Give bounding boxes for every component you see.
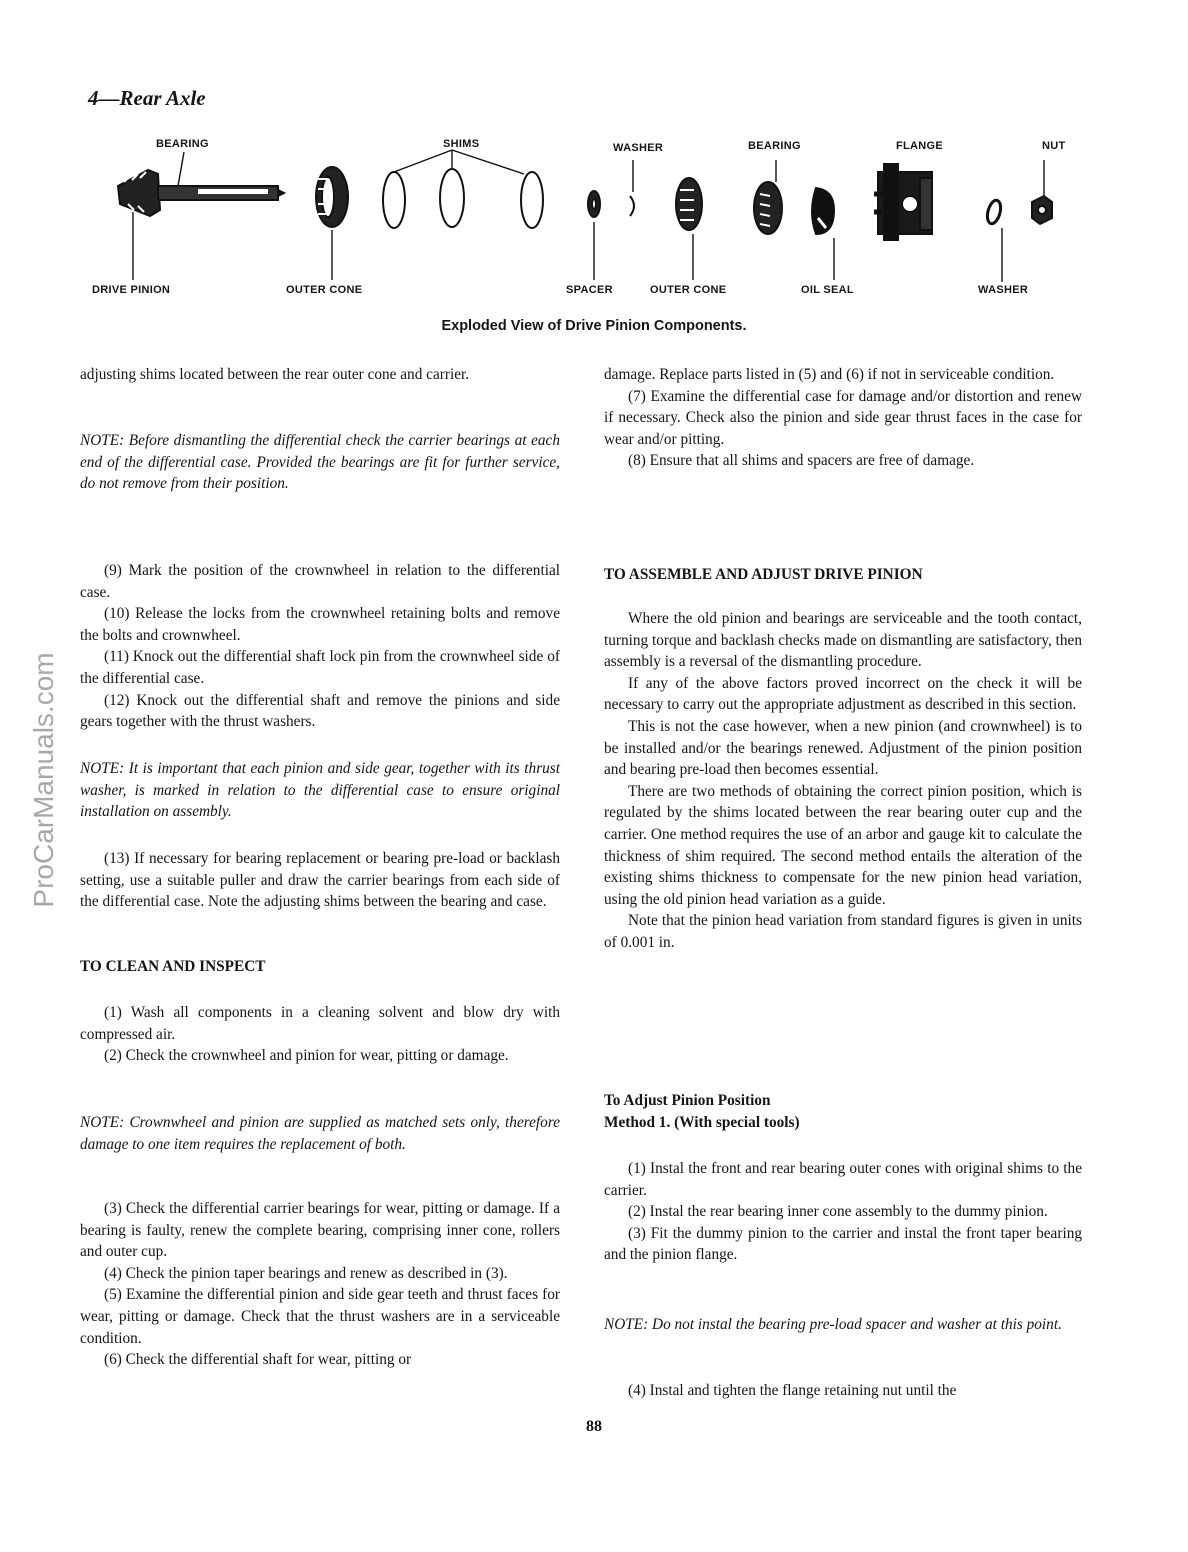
washer-2-part (985, 199, 1003, 225)
label-shims: SHIMS (443, 138, 480, 150)
flange-part (874, 164, 932, 240)
step-13-block (80, 848, 560, 913)
exploded-view-figure (88, 134, 1078, 304)
clean-step-8: (8) Ensure that all shims and spacers are free of damage. (628, 452, 975, 470)
assemble-para-5: Note that the pinion head variation from standard figures is given in units of 0.001 in. (604, 912, 1082, 951)
step-12: (12) Knock out the differential shaft and remove the pinions and side gears together with the thrust washers. (80, 691, 560, 731)
label-outer-cone-1: OUTER CONE (286, 284, 363, 296)
spacer-part (588, 191, 600, 217)
method-step-4: (4) Instal and tighten the flange retaining nut until the (628, 1382, 957, 1399)
heading-assemble: TO ASSEMBLE AND ADJUST DRIVE PINION (604, 566, 923, 583)
method-step-4-block (604, 1380, 1082, 1402)
clean-step-6: (6) Check the differential shaft for wear, pitting or (104, 1351, 412, 1369)
right-column-top (604, 364, 1082, 472)
label-outer-cone-2: OUTER CONE (650, 284, 727, 296)
assemble-para-1: Where the old pinion and bearings are serviceable and the tooth contact, turning torque and backlash checks made on dismantling are satisfactory, then assembly is a reversal of the dismantling procedure. (604, 610, 1082, 671)
nut-part (1032, 196, 1052, 224)
figure-caption: Exploded View of Drive Pinion Components. (441, 318, 747, 334)
clean-steps-a (80, 1002, 560, 1067)
watermark (8, 640, 80, 920)
subheading-pinion-position: To Adjust Pinion Position (604, 1092, 771, 1109)
step-13: (13) If necessary for bearing replacement or bearing pre-load or backlash setting, use a suitable puller and draw the carrier bearings from each side of the differential case. Note the adjusting shims between the bearing and case. (80, 850, 560, 911)
assemble-para-2: If any of the above factors proved incorrect on the check it will be necessary to carry out the appropriate adjustment as described in this section. (604, 674, 1082, 714)
method-step-3: (3) Fit the dummy pinion to the carrier and instal the front taper bearing and the pinion flange. (604, 1224, 1082, 1264)
page-header: 4—Rear Axle (88, 86, 206, 110)
method-step-1: (1) Instal the front and rear bearing outer cones with original shims to the carrier. (604, 1160, 1082, 1199)
note-carrier-bearings: NOTE: Before dismantling the differential check the carrier bearings at each end of the differential case. Provided the bearings are fit for further service, do not remove from their position. (80, 432, 560, 493)
subheading-block (604, 1090, 1082, 1133)
outer-cone-2-part (676, 178, 702, 230)
step-11: (11) Knock out the differential shaft lock pin from the crownwheel side of the differential case. (80, 648, 560, 687)
step-10: (10) Release the locks from the crownwheel retaining bolts and remove the bolts and crownwheel. (80, 605, 560, 644)
assemble-text (604, 608, 1082, 954)
drive-pinion-part (118, 170, 284, 216)
label-flange: FLANGE (896, 140, 944, 152)
clean-step-2: (2) Check the crownwheel and pinion for wear, pitting or damage. (104, 1047, 509, 1065)
shim-2-part (440, 169, 464, 227)
assemble-para-3: This is not the case however, when a new pinion (and crownwheel) is to be installed and/or the bearings renewed. Adjustment of the pinion position and bearing pre-load then becomes essential. (604, 717, 1082, 779)
assemble-para-4: There are two methods of obtaining the correct pinion position, which is regulated by the shims located between the rear bearing outer cup and the carrier. One method requires the use of an arbor and gauge kit to calculate the thickness of shim required. The second method entails the alteration of the existing shims thickness to compensate for the new pinion head variation, using the old pinion head variation as a guide. (604, 782, 1082, 908)
clean-step-7: (7) Examine the differential case for damage and/or distortion and renew if necessary. Check also the pinion and side gear thrust faces in the case for wear and/or pitting. (604, 387, 1082, 448)
heading-clean-inspect: TO CLEAN AND INSPECT (80, 958, 266, 975)
label-oil-seal: OIL SEAL (801, 284, 854, 296)
oil-seal-part (812, 188, 834, 234)
clean-step-4: (4) Check the pinion taper bearings and renew as described in (3). (104, 1264, 508, 1282)
label-nut: NUT (1042, 140, 1066, 152)
clean-step-5: (5) Examine the differential pinion and side gear teeth and thrust faces for wear, pitting or damage. Check that the thrust washers are in a serviceable condition. (80, 1286, 560, 1347)
method-steps (604, 1158, 1082, 1266)
leader-bearing-1 (178, 152, 184, 186)
note-matched-sets: NOTE: Crownwheel and pinion are supplied as matched sets only, therefore damage to one item requires the replacement of both. (80, 1114, 560, 1153)
paragraph: damage. Replace parts listed in (5) and (6) if not in serviceable condition. (604, 366, 1055, 383)
clean-step-3: (3) Check the differential carrier bearings for wear, pitting or damage. If a bearing is faulty, renew the complete bearing, comprising inner cone, rollers and outer cup. (80, 1200, 560, 1261)
subheading-method-1: Method 1. (With special tools) (604, 1113, 800, 1131)
label-spacer: SPACER (566, 284, 613, 296)
outer-cone-1-part (316, 167, 348, 227)
paragraph: adjusting shims located between the rear outer cone and carrier. (80, 366, 470, 383)
note-marking: NOTE: It is important that each pinion and side gear, together with its thrust washer, is marked in relation to the differential case to ensure original installation on assembly. (80, 760, 560, 821)
clean-steps-b (80, 1198, 560, 1371)
note-preload-spacer: NOTE: Do not instal the bearing pre-load spacer and washer at this point. (604, 1316, 1062, 1333)
left-column-top (80, 364, 560, 386)
washer-1-part (630, 196, 634, 216)
dismantle-steps (80, 560, 560, 733)
label-bearing-1: BEARING (156, 138, 209, 150)
label-drive-pinion: DRIVE PINION (92, 284, 171, 296)
label-washer-1: WASHER (613, 142, 664, 154)
watermark-text: ProCarManuals.com (28, 652, 59, 908)
method-step-2: (2) Instal the rear bearing inner cone assembly to the dummy pinion. (628, 1203, 1048, 1221)
step-9: (9) Mark the position of the crownwheel in relation to the differential case. (80, 562, 560, 601)
bearing-2-part (754, 182, 782, 234)
leader-shims (394, 150, 524, 174)
shim-3-part (521, 172, 543, 228)
exploded-view-drawing (88, 134, 1078, 304)
clean-step-1: (1) Wash all components in a cleaning solvent and blow dry with compressed air. (80, 1004, 560, 1043)
label-washer-2: WASHER (978, 284, 1029, 296)
page-number: 88 (586, 1418, 602, 1435)
shim-1-part (383, 172, 405, 228)
label-bearing-2: BEARING (748, 140, 801, 152)
